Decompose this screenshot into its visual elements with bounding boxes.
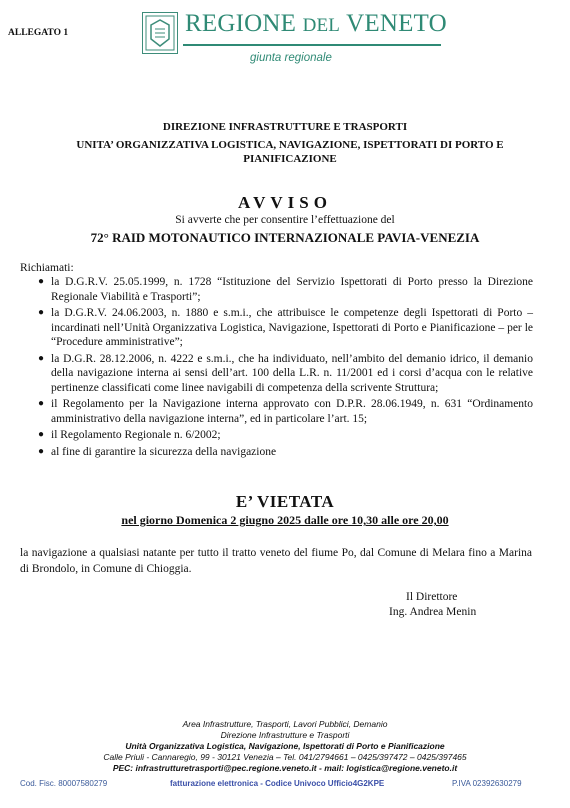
bullet-icon: ● (38, 445, 45, 457)
logo-divider (183, 44, 441, 46)
prohibition-title: E’ VIETATA (235, 492, 335, 511)
list-item-text: il Regolamento per la Navigazione interna approvato con D.P.R. 28.06.1949, n. 631 “Ordinamento amministrativo della navigazione interna”, ed in particolare l’art. 15; (51, 398, 533, 425)
list-item (38, 306, 533, 350)
list-item (38, 275, 533, 304)
footer-area: Area Infrastrutture, Trasporti, Lavori Pubblici, Demanio (182, 719, 388, 729)
prohibition-body: la navigazione a qualsiasi natante per tutto il tratto veneto del fiume Po, dal Comune di Melara fino a Marina di Brondolo, in Comune di Chioggia. (20, 547, 532, 575)
list-item-text: la D.G.R.V. 24.06.2003, n. 1880 e s.m.i., che attribuisce le competenze degli Ispettorati di Porto – incardinati nell’Unità Organizzativa Logistica, Navigazione, Ispettorati di Porto e Pianificazione – per le “Procedure amministrative”; (51, 307, 533, 348)
bullet-icon: ● (38, 307, 45, 318)
logo-word-regione: REGIONE (185, 10, 297, 37)
recitals-label: Richiamati: (20, 262, 74, 274)
region-emblem-icon (142, 12, 178, 54)
list-item-text: la D.G.R. 28.12.2006, n. 4222 e s.m.i., che ha individuato, nell’ambito del demanio idrico, il demanio della navigazione interna ai sensi dell’art. 100 della L.R. n. 11/2001 ed i corsi d’acqua con le relative pertinenze classificati come linee navigabili di competenza della scrivente Struttura; (51, 352, 533, 394)
e-invoicing-code: fatturazione elettronica - Codice Univoco Ufficio4G2KPE (170, 779, 385, 788)
event-name: 72° RAID MOTONAUTICO INTERNAZIONALE PAVIA-VENEZIA (90, 230, 480, 245)
signatory-role: Il Direttore (406, 591, 458, 603)
notice-title: AVVISO (238, 193, 332, 212)
signatory-name: Ing. Andrea Menin (389, 606, 477, 618)
logo-subtitle: giunta regionale (250, 52, 332, 64)
bullet-icon: ● (38, 352, 45, 364)
logo-word-veneto: VENETO (346, 10, 447, 37)
list-item-text: il Regolamento Regionale n. 6/2002; (51, 429, 221, 441)
department-title: DIREZIONE INFRASTRUTTURE E TRASPORTI (162, 121, 408, 133)
unit-title: UNITA’ ORGANIZZATIVA LOGISTICA, NAVIGAZIONE, ISPETTORATI DI PORTO E PIANIFICAZIONE (76, 139, 504, 165)
list-item (38, 445, 533, 460)
bullet-icon: ● (38, 398, 45, 409)
tax-code: Cod. Fisc. 80007580279 (20, 779, 108, 788)
footer-unit: Unità Organizzativa Logistica, Navigazione, Ispettorati di Porto e Pianificazione (125, 741, 445, 751)
prohibition-date: nel giorno Domenica 2 giugno 2025 dalle ore 10,30 alle ore 20,00 (121, 513, 449, 527)
list-item-text: al fine di garantire la sicurezza della navigazione (51, 445, 277, 458)
region-logo-title (185, 10, 447, 38)
attachment-label: ALLEGATO 1 (8, 28, 69, 38)
footer-address: Calle Priuli - Cannaregio, 99 - 30121 Venezia – Tel. 041/2794661 – 0425/397472 – 0425/397465 (103, 752, 467, 762)
list-item (38, 397, 533, 426)
list-item-text: la D.G.R.V. 25.05.1999, n. 1728 “Istituzione del Servizio Ispettorati di Porto presso la Direzione Regionale Viabilità e Trasporti”; (51, 276, 533, 303)
list-item (38, 428, 533, 443)
bullet-icon: ● (38, 429, 45, 440)
vat-number: P.IVA 02392630279 (452, 779, 522, 788)
bullet-icon: ● (38, 276, 45, 287)
footer-contacts: PEC: infrastrutturetrasporti@pec.regione.veneto.it - mail: logistica@regione.veneto.it (112, 763, 458, 773)
logo-word-del: DEL (302, 15, 341, 36)
list-item (38, 352, 533, 396)
recitals-list (38, 275, 533, 461)
notice-intro: Si avverte che per consentire l’effettuazione del (175, 214, 395, 226)
footer-direction: Direzione Infrastrutture e Trasporti (220, 730, 350, 740)
